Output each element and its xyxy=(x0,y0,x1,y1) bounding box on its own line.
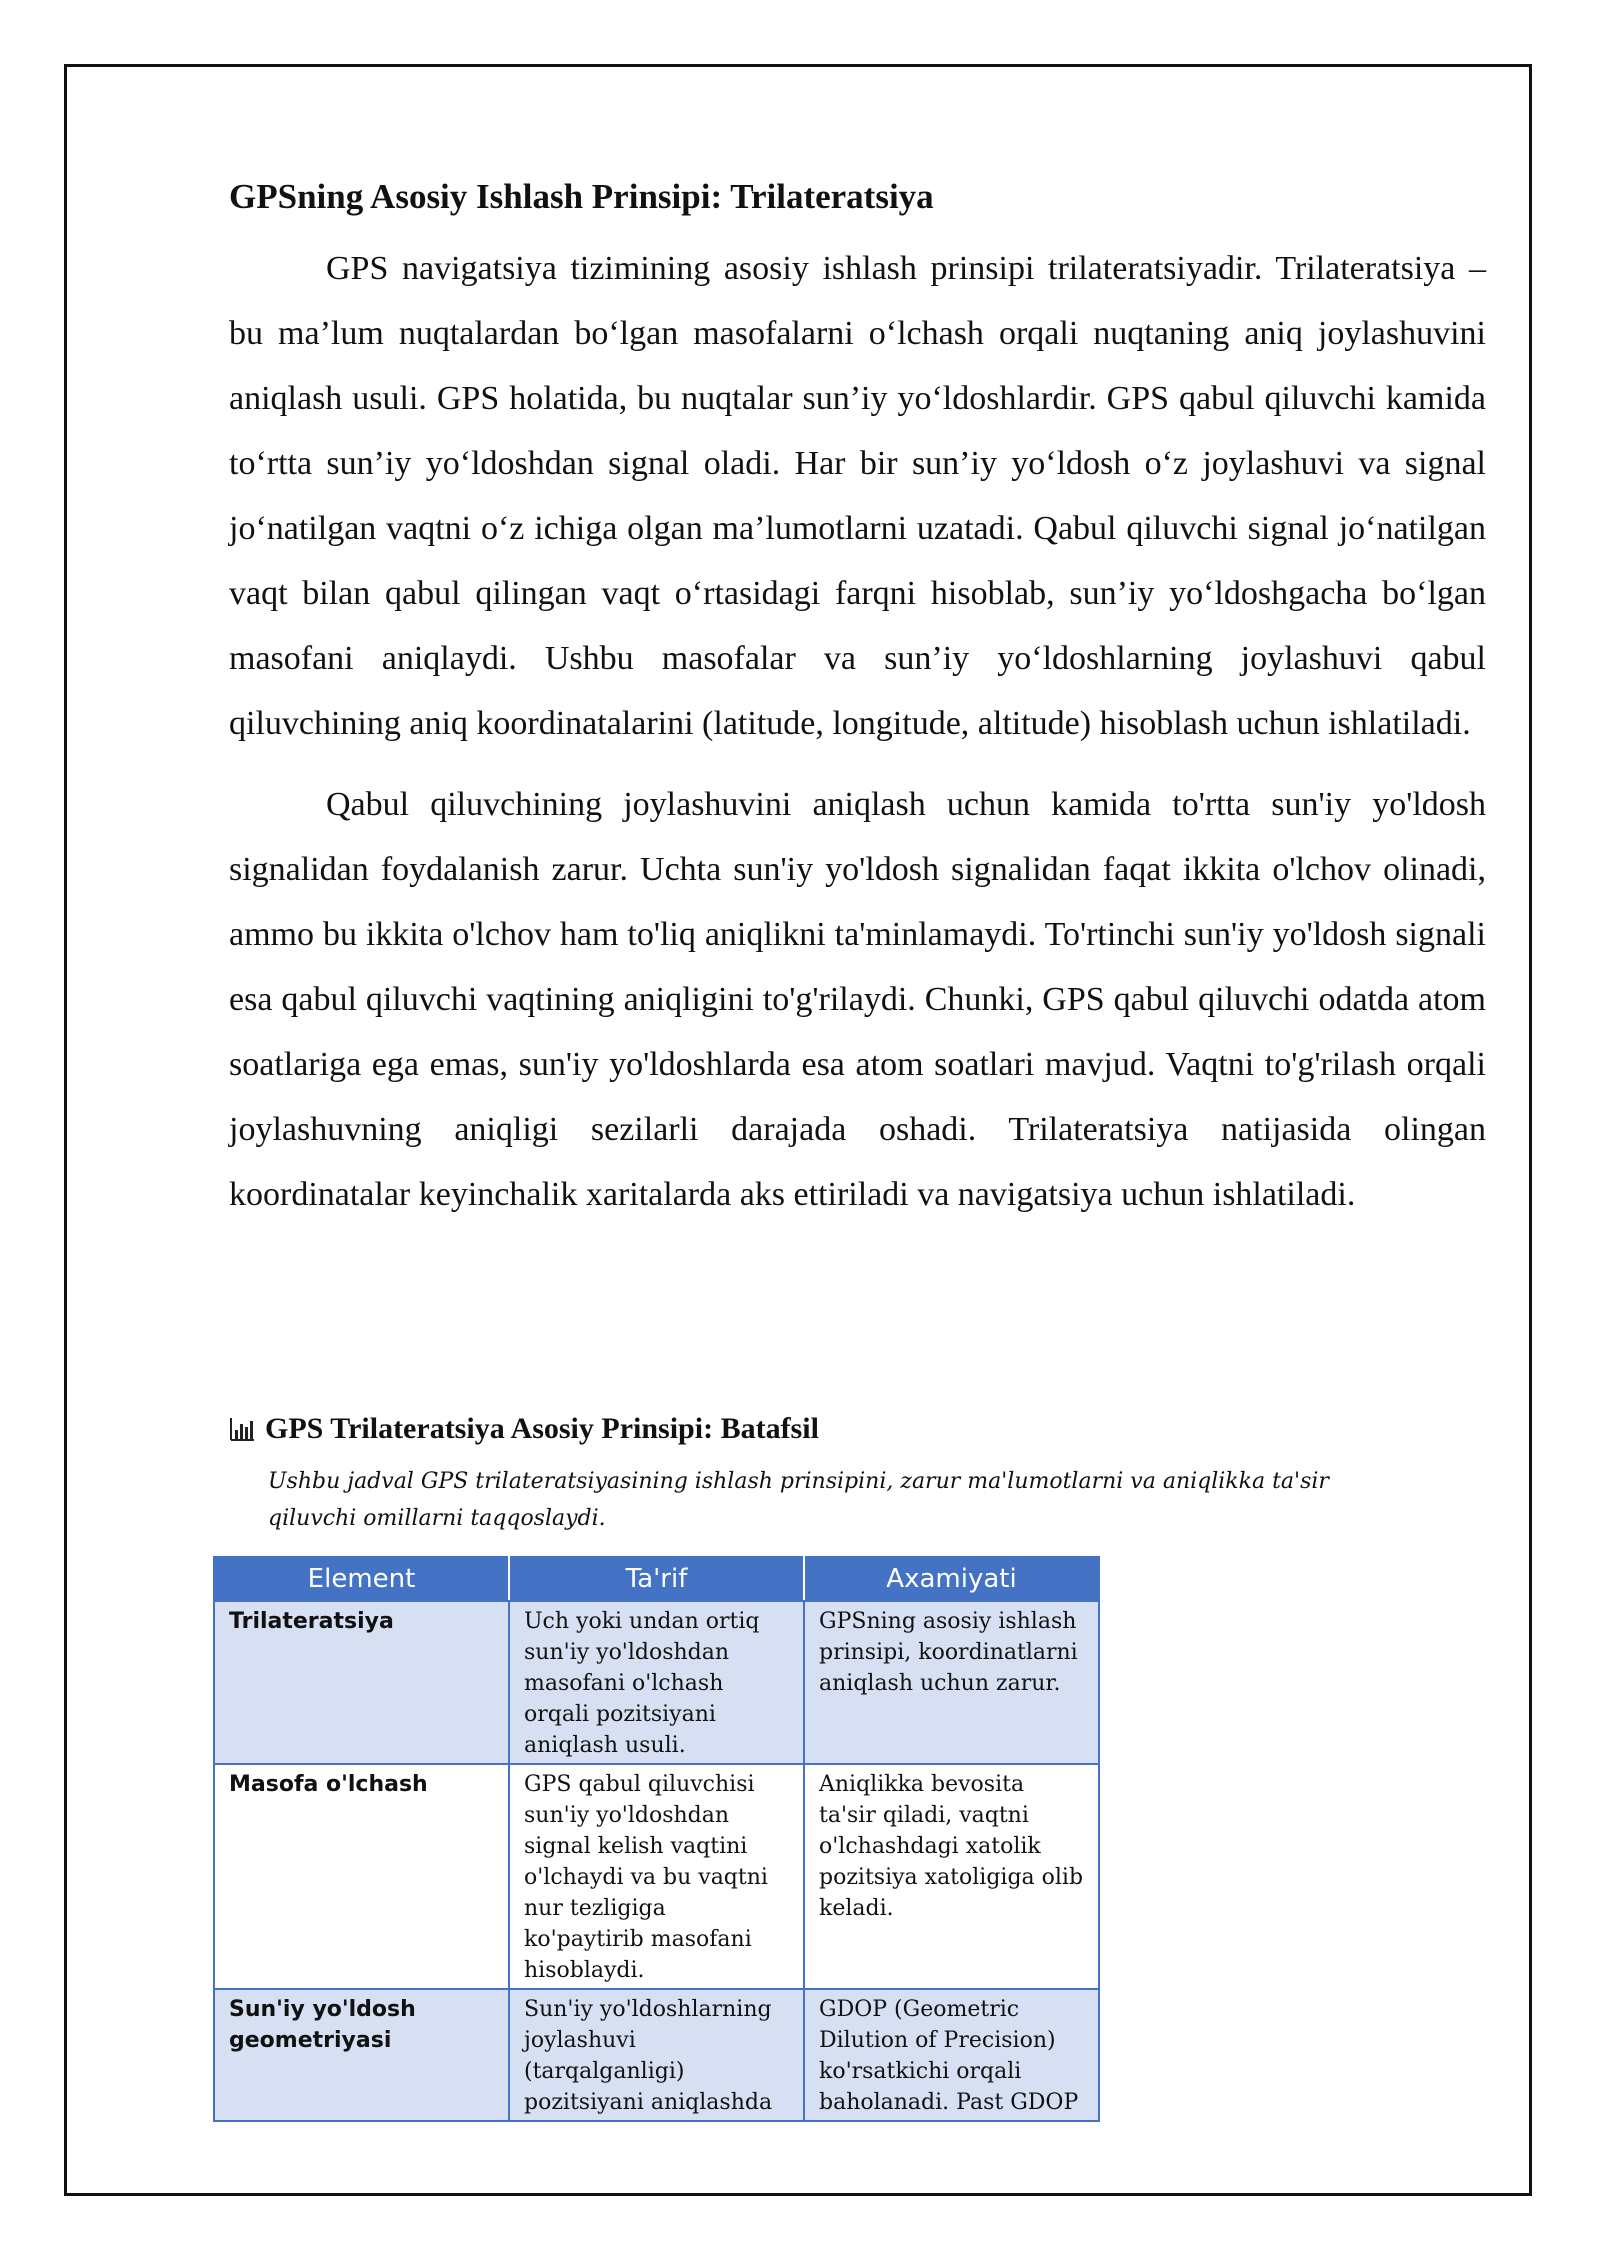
cell-element: Trilateratsiya xyxy=(214,1601,509,1764)
document-body xyxy=(229,170,1486,1227)
header-definition: Ta'rif xyxy=(509,1557,804,1601)
table-title xyxy=(229,1405,1429,1453)
cell-definition: Uch yoki undan ortiq sun'iy yo'ldoshdan masofani o'lchash orqali pozitsiyani aniqlash usuli. xyxy=(509,1601,804,1764)
cell-element: Sun'iy yo'ldosh geometriyasi xyxy=(214,1989,509,2121)
header-importance: Axamiyati xyxy=(804,1557,1099,1601)
table-row xyxy=(214,1989,1099,2121)
cell-importance: GPSning asosiy ishlash prinsipi, koordinatlarni aniqlash uchun zarur. xyxy=(804,1601,1099,1764)
section-heading: GPSning Asosiy Ishlash Prinsipi: Trilateratsiya xyxy=(229,177,934,216)
table-header-row xyxy=(214,1557,1099,1601)
table-caption: Ushbu jadval GPS trilateratsiyasining ishlash prinsipini, zarur ma'lumotlarni va aniqlikka ta'sir qiluvchi omillarni taqqoslaydi. xyxy=(268,1469,1329,1531)
cell-definition: GPS qabul qiluvchisi sun'iy yo'ldoshdan signal kelish vaqtini o'lchaydi va bu vaqtni nur tezligiga ko'paytirib masofani hisoblaydi. xyxy=(509,1764,804,1989)
table-row xyxy=(214,1764,1099,1989)
paragraph-1: GPS navigatsiya tizimining asosiy ishlash prinsipi trilateratsiyadir. Trilateratsiya – bu ma’lum nuqtalardan bo‘lgan masofalarni o‘lchash orqali nuqtaning aniq joylashuvini aniqlash usuli. GPS holatida, bu nuqtalar sun’iy yo‘ldoshlardir. GPS qabul qiluvchi kamida to‘rtta sun’iy yo‘ldoshdan signal oladi. Har bir sun’iy yo‘ldosh o‘z joylashuvi va signal jo‘natilgan vaqtni o‘z ichiga olgan ma’lumotlarni uzatadi. Qabul qiluvchi signal jo‘natilgan vaqt bilan qabul qilingan vaqt o‘rtasidagi farqni hisoblab, sun’iy yo‘ldoshgacha bo‘lgan masofani aniqlaydi. Ushbu masofalar va sun’iy yo‘ldoshlarning joylashuvi qabul qiluvchining aniq koordinatalarini (latitude, longitude, altitude) hisoblash uchun ishlatiladi. xyxy=(229,250,1486,742)
gps-table xyxy=(213,1556,1100,2122)
table-section xyxy=(229,1405,1429,1537)
cell-element: Masofa o'lchash xyxy=(214,1764,509,1989)
cell-importance: Aniqlikka bevosita ta'sir qiladi, vaqtni o'lchashdagi xatolik pozitsiya xatoligiga olib keladi. xyxy=(804,1764,1099,1989)
bar-chart-icon xyxy=(229,1416,255,1442)
paragraph-2: Qabul qiluvchining joylashuvini aniqlash uchun kamida to'rtta sun'iy yo'ldosh signalidan foydalanish zarur. Uchta sun'iy yo'ldosh signalidan faqat ikkita o'lchov olinadi, ammo bu ikkita o'lchov ham to'liq aniqlikni ta'minlamaydi. To'rtinchi sun'iy yo'ldosh signali esa qabul qiluvchi vaqtining aniqligini to'g'rilaydi. Chunki, GPS qabul qiluvchi odatda atom soatlariga ega emas, sun'iy yo'ldoshlarda esa atom soatlari mavjud. Vaqtni to'g'rilash orqali joylashuvning aniqligi sezilarli darajada oshadi. Trilateratsiya natijasida olingan koordinatalar keyinchalik xaritalarda aks ettiriladi va navigatsiya uchun ishlatiladi. xyxy=(229,786,1486,1213)
table-row xyxy=(214,1601,1099,1764)
header-element: Element xyxy=(214,1557,509,1601)
cell-definition: Sun'iy yo'ldoshlarning joylashuvi (tarqalganligi) pozitsiyani aniqlashda xyxy=(509,1989,804,2121)
cell-importance: GDOP (Geometric Dilution of Precision) ko'rsatkichi orqali baholanadi. Past GDOP xyxy=(804,1989,1099,2121)
table-title-text: GPS Trilateratsiya Asosiy Prinsipi: Batafsil xyxy=(265,1412,819,1445)
